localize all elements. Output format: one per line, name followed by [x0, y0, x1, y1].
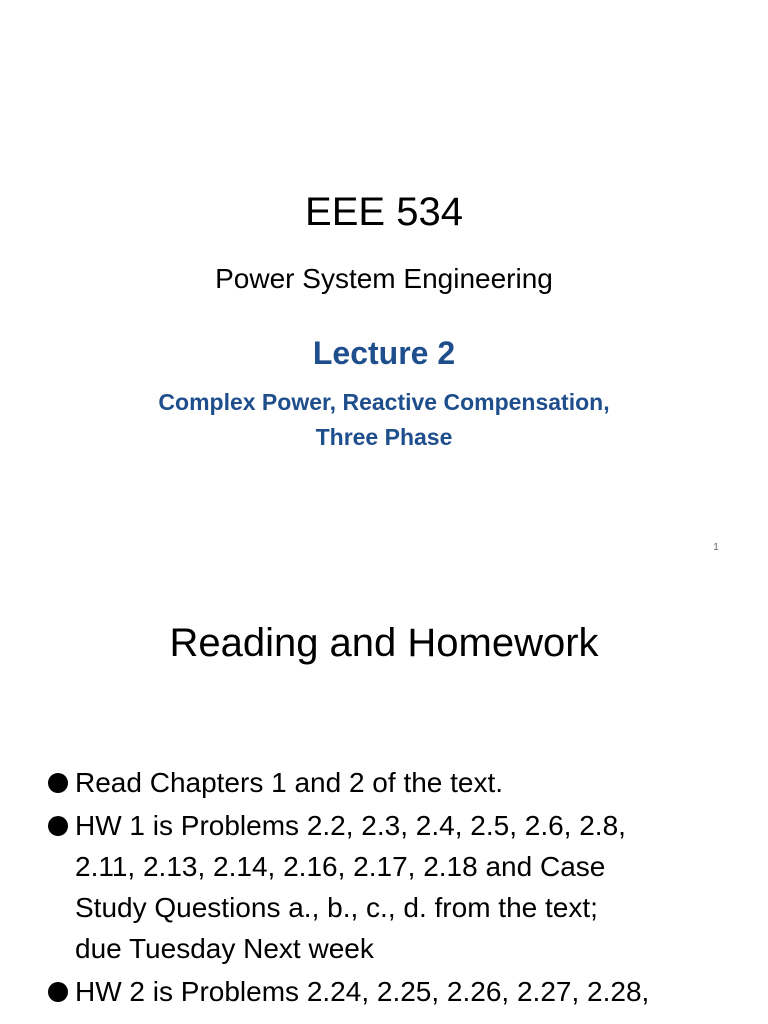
- lecture-topics: [0, 385, 768, 455]
- bullet-text: [75, 805, 748, 969]
- slide-number: 1: [713, 542, 719, 553]
- bullet-line: HW 1 is Problems 2.2, 2.3, 2.4, 2.5, 2.6, 2.8,: [75, 810, 626, 841]
- course-name: Power System Engineering: [215, 263, 553, 294]
- bullet-dot-icon: [48, 816, 68, 836]
- bullet-line: Study Questions a., b., c., d. from the text;: [75, 892, 598, 923]
- bullet-line: 2.11, 2.13, 2.14, 2.16, 2.17, 2.18 and Case: [75, 851, 606, 882]
- list-item: [48, 762, 748, 803]
- bullet-line: Read Chapters 1 and 2 of the text.: [75, 767, 504, 798]
- bullet-dot-icon: [48, 773, 68, 793]
- bullet-line: HW 2 is Problems 2.24, 2.25, 2.26, 2.27, 2.28,: [75, 976, 650, 1007]
- bullet-dot-icon: [48, 982, 68, 1002]
- bullet-list: [48, 762, 748, 1014]
- list-item: [48, 805, 748, 969]
- bullet-text: [75, 762, 748, 803]
- bullet-line: due Tuesday Next week: [75, 933, 374, 964]
- reading-homework-slide: [0, 576, 768, 1024]
- list-item: [48, 971, 748, 1012]
- lecture-title: Lecture 2: [312, 335, 456, 371]
- topics-line-1: Complex Power, Reactive Compensation,: [158, 389, 610, 415]
- course-code: EEE 534: [305, 190, 463, 234]
- bullet-text: [75, 971, 748, 1012]
- topics-line-2: Three Phase: [315, 424, 453, 450]
- slide-title: Reading and Homework: [169, 621, 599, 665]
